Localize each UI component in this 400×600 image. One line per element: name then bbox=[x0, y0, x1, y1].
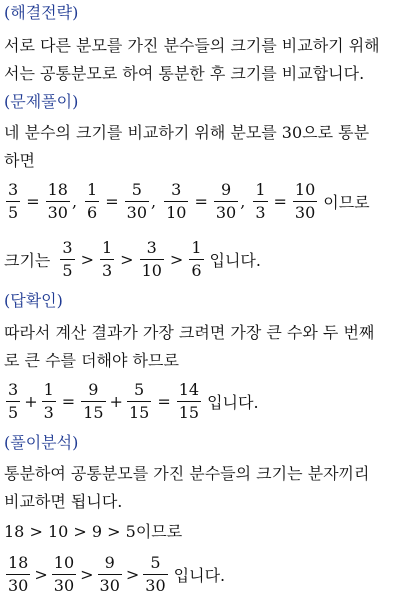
equals-sign: = bbox=[61, 391, 76, 411]
numerator: 3 bbox=[8, 179, 19, 199]
solution-line-2: 하면 bbox=[4, 151, 35, 170]
fraction-bar bbox=[60, 259, 74, 260]
strategy-line-1: 서로 다른 분모를 가진 분수들의 크기를 비교하기 위해 bbox=[4, 36, 380, 55]
fraction bbox=[164, 180, 188, 223]
denominator: 15 bbox=[83, 402, 104, 422]
fraction-bar bbox=[214, 201, 238, 202]
fraction bbox=[140, 238, 164, 281]
greater-than-sign: > bbox=[125, 564, 140, 584]
numerator: 5 bbox=[131, 179, 142, 199]
numerator: 5 bbox=[150, 552, 161, 572]
fraction bbox=[214, 180, 238, 223]
fraction bbox=[52, 553, 76, 596]
numerator: 18 bbox=[8, 552, 29, 572]
fraction bbox=[85, 180, 99, 223]
fraction-bar bbox=[6, 574, 30, 575]
numerator: 3 bbox=[146, 237, 157, 257]
fraction-bar bbox=[140, 259, 164, 260]
numerator-comparison-line: 18 > 10 > 9 > 5이므로 bbox=[4, 522, 183, 541]
denominator: 6 bbox=[191, 260, 202, 280]
answer-line-2: 로 큰 수를 더해야 하므로 bbox=[4, 351, 179, 370]
numerator: 3 bbox=[171, 179, 182, 199]
fraction bbox=[6, 380, 20, 423]
greater-than-sign: > bbox=[80, 249, 94, 269]
fraction bbox=[125, 180, 149, 223]
fraction bbox=[177, 380, 201, 423]
sum-equation bbox=[4, 375, 259, 427]
denominator: 30 bbox=[8, 575, 29, 595]
greater-than-sign: > bbox=[80, 564, 94, 584]
equals-sign: = bbox=[26, 191, 40, 211]
fraction-bar bbox=[100, 259, 114, 260]
numerator: 1 bbox=[87, 179, 98, 199]
greater-than-sign: > bbox=[169, 249, 184, 269]
fraction bbox=[6, 180, 20, 223]
denominator: 15 bbox=[178, 402, 200, 422]
size-order-equation bbox=[4, 233, 261, 285]
numerator-order-equation bbox=[4, 548, 225, 600]
equation-tail-text: 입니다. bbox=[173, 565, 226, 585]
equation-tail-text: 입니다. bbox=[209, 250, 261, 270]
fraction-bar bbox=[52, 574, 76, 575]
fraction bbox=[293, 180, 317, 223]
fraction-bar bbox=[189, 259, 203, 260]
fraction-bar bbox=[127, 401, 151, 402]
numerator: 3 bbox=[62, 237, 73, 257]
analysis-line-2: 비교하면 됩니다. bbox=[4, 492, 123, 511]
fraction-bar bbox=[164, 201, 188, 202]
fraction-bar bbox=[42, 401, 56, 402]
fraction-bar bbox=[6, 201, 20, 202]
numerator: 9 bbox=[104, 552, 115, 572]
denominator: 10 bbox=[166, 202, 187, 222]
denominator: 30 bbox=[215, 202, 237, 222]
fraction-bar bbox=[143, 574, 167, 575]
denominator: 5 bbox=[8, 402, 19, 422]
denominator: 3 bbox=[101, 260, 113, 280]
numerator: 18 bbox=[47, 179, 68, 199]
denominator: 5 bbox=[8, 202, 19, 222]
plus-sign: + bbox=[24, 391, 38, 411]
denominator: 15 bbox=[128, 402, 150, 422]
numerator: 9 bbox=[88, 379, 99, 399]
fraction bbox=[60, 238, 74, 281]
denominator: 6 bbox=[87, 202, 98, 222]
common-denominator-equation bbox=[4, 175, 370, 227]
fraction-bar bbox=[81, 401, 105, 402]
fraction-bar bbox=[98, 574, 122, 575]
numerator: 1 bbox=[191, 237, 202, 257]
equals-sign: = bbox=[273, 191, 287, 211]
numerator: 9 bbox=[220, 179, 232, 199]
denominator: 30 bbox=[99, 575, 120, 595]
numerator: 1 bbox=[101, 237, 113, 257]
equals-sign: = bbox=[194, 191, 208, 211]
numerator: 1 bbox=[43, 379, 54, 399]
answer-line-1: 따라서 계산 결과가 가장 크려면 가장 큰 수와 두 번째 bbox=[4, 323, 375, 342]
answer-heading: (답확인) bbox=[4, 291, 63, 310]
numerator: 1 bbox=[255, 179, 266, 199]
greater-than-sign: > bbox=[34, 564, 48, 584]
fraction-bar bbox=[293, 201, 317, 202]
numerator: 10 bbox=[294, 179, 316, 199]
denominator: 30 bbox=[47, 202, 68, 222]
equals-sign: = bbox=[105, 191, 119, 211]
analysis-heading: (풀이분석) bbox=[4, 433, 79, 452]
denominator: 3 bbox=[43, 402, 54, 422]
fraction bbox=[98, 553, 122, 596]
comma: , bbox=[240, 191, 246, 211]
fraction-bar bbox=[46, 201, 70, 202]
denominator: 30 bbox=[126, 202, 147, 222]
comma: , bbox=[151, 191, 157, 211]
fraction bbox=[81, 380, 105, 423]
denominator: 30 bbox=[294, 202, 316, 222]
numerator: 5 bbox=[134, 379, 145, 399]
denominator: 10 bbox=[141, 260, 162, 280]
denominator: 3 bbox=[255, 202, 266, 222]
fraction bbox=[100, 238, 114, 281]
solution-line-1: 네 분수의 크기를 비교하기 위해 분모를 30으로 통분 bbox=[4, 123, 370, 142]
analysis-line-1: 통분하여 공통분모를 가진 분수들의 크기는 분자끼리 bbox=[4, 464, 370, 483]
equation-lead-text: 크기는 bbox=[4, 250, 51, 270]
fraction-bar bbox=[177, 401, 201, 402]
numerator: 14 bbox=[178, 379, 200, 399]
denominator: 30 bbox=[53, 575, 75, 595]
denominator: 5 bbox=[62, 260, 73, 280]
fraction bbox=[46, 180, 70, 223]
plus-sign: + bbox=[109, 391, 123, 411]
equation-tail-text: 이므로 bbox=[323, 192, 370, 212]
fraction bbox=[127, 380, 151, 423]
fraction-bar bbox=[253, 201, 267, 202]
numerator: 10 bbox=[53, 552, 75, 572]
strategy-heading: (해결전략) bbox=[4, 3, 79, 22]
fraction bbox=[143, 553, 167, 596]
fraction bbox=[253, 180, 267, 223]
fraction-bar bbox=[85, 201, 99, 202]
comma: , bbox=[71, 191, 78, 211]
denominator: 30 bbox=[145, 575, 166, 595]
solution-heading: (문제풀이) bbox=[4, 92, 79, 111]
equation-tail-text: 입니다. bbox=[207, 392, 259, 412]
equals-sign: = bbox=[157, 391, 171, 411]
fraction bbox=[189, 238, 203, 281]
strategy-line-2: 서는 공통분모로 하여 통분한 후 크기를 비교합니다. bbox=[4, 64, 365, 83]
fraction-bar bbox=[6, 401, 20, 402]
fraction bbox=[6, 553, 30, 596]
numerator: 3 bbox=[8, 379, 19, 399]
greater-than-sign: > bbox=[120, 249, 134, 269]
fraction bbox=[42, 380, 56, 423]
fraction-bar bbox=[125, 201, 149, 202]
